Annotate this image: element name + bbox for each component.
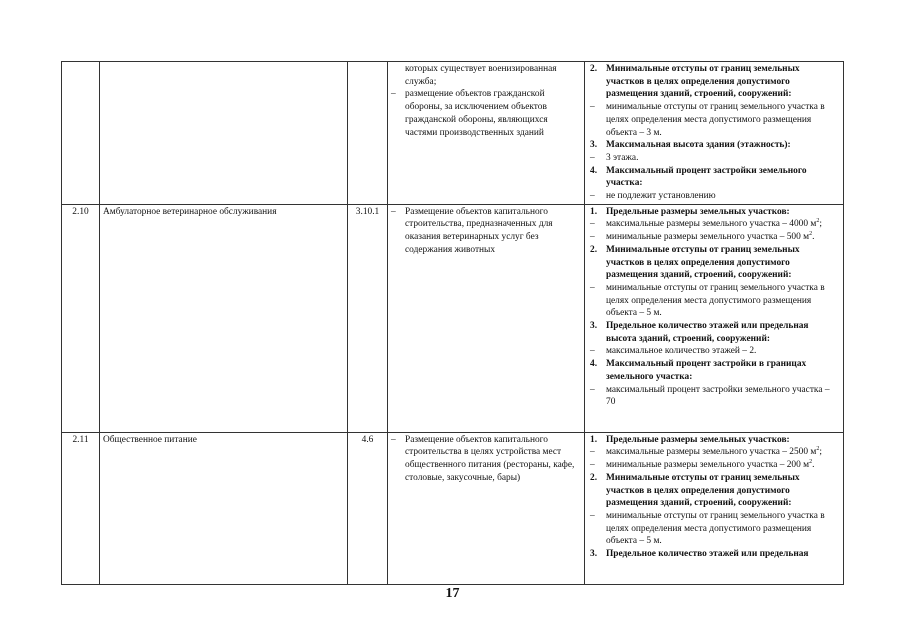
requirement-item (588, 345, 840, 358)
page-number: 17 (445, 586, 460, 601)
dash-marker: – (590, 510, 595, 521)
description-cell (388, 432, 585, 584)
trailing-punctuation: . (812, 460, 815, 471)
dash-marker: – (391, 89, 396, 100)
requirement-item (588, 459, 840, 472)
dash-marker: – (590, 191, 595, 202)
use-code-cell (348, 62, 388, 205)
description-text: размещение объектов гражданской обороны, за исключением объектов гражданской обороны, являющихся частями производственных зданий (405, 89, 548, 138)
requirement-heading (588, 139, 840, 152)
requirement-heading (588, 548, 840, 561)
requirement-number: 3. (590, 321, 598, 332)
requirement-heading (588, 165, 840, 190)
requirement-item (588, 282, 840, 320)
dash-marker: – (391, 206, 396, 217)
requirement-heading (588, 244, 840, 282)
requirement-item (588, 384, 840, 409)
superscript: 2 (816, 446, 820, 453)
dash-marker: – (590, 282, 595, 293)
dash-marker: – (590, 460, 595, 471)
superscript: 2 (809, 459, 813, 466)
requirement-item (588, 190, 840, 203)
requirement-text: не подлежит установлению (606, 191, 716, 202)
description-item (391, 434, 581, 485)
use-name-cell: Амбулаторное ветеринарное обслуживания (100, 204, 348, 432)
requirement-heading (588, 358, 840, 383)
use-code-cell: 3.10.1 (348, 204, 388, 432)
requirement-text: Предельное количество этажей или предельная (606, 549, 809, 560)
requirement-number: 4. (590, 165, 598, 176)
trailing-punctuation: . (812, 232, 815, 243)
requirement-item (588, 446, 840, 459)
dash-marker: – (590, 384, 595, 395)
requirement-text: Предельные размеры земельных участков: (606, 206, 790, 217)
requirement-text: минимальные отступы от границ земельного участка в целях определения места допустимого размещения объекта – 5 м. (606, 510, 825, 547)
requirement-text: минимальные отступы от границ земельного участка в целях определения места допустимого размещения объекта – 5 м. (606, 282, 825, 319)
table-row (62, 62, 844, 205)
requirement-number: 3. (590, 549, 598, 560)
requirement-text: Минимальные отступы от границ земельных участков в целях определения допустимого размещения зданий, строений, сооружений: (606, 472, 800, 509)
row-number-cell (62, 62, 100, 205)
requirement-item (588, 231, 840, 244)
requirement-heading (588, 63, 840, 101)
dash-marker: – (590, 232, 595, 243)
requirement-text: Максимальный процент застройки земельного участка: (606, 165, 807, 189)
requirement-text: максимальный процент застройки земельного участка – 70 (606, 384, 830, 408)
requirement-text: 3 этажа. (606, 152, 639, 163)
dash-marker: – (590, 346, 595, 357)
requirement-text: максимальные размеры земельного участка – 2500 м (606, 447, 817, 458)
requirement-text: Предельные размеры земельных участков: (606, 434, 790, 445)
description-item (391, 88, 581, 139)
requirement-heading (588, 320, 840, 345)
description-text: которых существует военизированная служба; (405, 64, 557, 87)
description-item (391, 63, 581, 88)
requirement-text: минимальные размеры земельного участка – 500 м (606, 232, 810, 243)
use-code-cell: 4.6 (348, 432, 388, 584)
requirement-heading (588, 434, 840, 447)
description-text: Размещение объектов капитального строительства в целях устройства мест общественного питания (рестораны, кафе, столовые, закусочные, бары) (405, 434, 575, 483)
requirement-text: Максимальная высота здания (этажность): (606, 140, 791, 151)
table-row (62, 204, 844, 432)
dash-marker: – (391, 434, 396, 445)
requirement-text: минимальные отступы от границ земельного участка в целях определения места допустимого размещения объекта – 3 м. (606, 102, 825, 138)
requirement-item (588, 152, 840, 165)
superscript: 2 (816, 218, 820, 225)
zoning-table (61, 61, 844, 585)
superscript: 2 (809, 231, 813, 238)
row-number-cell: 2.11 (62, 432, 100, 584)
description-cell (388, 204, 585, 432)
dash-marker: – (590, 447, 595, 458)
table-row (62, 432, 844, 584)
dash-marker: – (590, 219, 595, 230)
row-number-cell: 2.10 (62, 204, 100, 432)
requirement-number: 2. (590, 64, 598, 74)
requirements-cell (585, 62, 844, 205)
dash-marker: – (590, 152, 595, 163)
trailing-punctuation: ; (819, 447, 822, 458)
requirement-item (588, 510, 840, 548)
requirement-number: 1. (590, 206, 598, 217)
requirement-heading (588, 206, 840, 219)
requirement-text: Максимальный процент застройки в границах земельного участка: (606, 359, 807, 382)
dash-marker: – (590, 102, 595, 113)
description-text: Размещение объектов капитального строительства, предназначенных для оказания ветеринарных услуг без содержания животных (405, 206, 553, 255)
requirement-text: Минимальные отступы от границ земельных участков в целях определения допустимого размещения зданий, строений, сооружений: (606, 64, 800, 100)
requirement-text: минимальные размеры земельного участка – 200 м (606, 460, 810, 471)
description-item (391, 206, 581, 257)
requirement-number: 2. (590, 244, 598, 255)
requirement-number: 1. (590, 434, 598, 445)
requirement-text: максимальное количество этажей – 2. (606, 346, 757, 357)
requirement-number: 2. (590, 472, 598, 483)
requirements-cell (585, 432, 844, 584)
requirement-text: максимальные размеры земельного участка – 4000 м (606, 219, 817, 230)
requirements-cell (585, 204, 844, 432)
requirement-number: 3. (590, 140, 598, 151)
requirement-text: Минимальные отступы от границ земельных участков в целях определения допустимого размещения зданий, строений, сооружений: (606, 244, 800, 281)
use-name-cell (100, 62, 348, 205)
requirement-heading (588, 472, 840, 510)
requirement-item (588, 101, 840, 139)
trailing-punctuation: ; (819, 219, 822, 230)
use-name-cell: Общественное питание (100, 432, 348, 584)
description-cell (388, 62, 585, 205)
requirement-number: 4. (590, 359, 598, 370)
requirement-text: Предельное количество этажей или предельная высота зданий, строений, сооружений: (606, 321, 809, 344)
requirement-item (588, 218, 840, 231)
